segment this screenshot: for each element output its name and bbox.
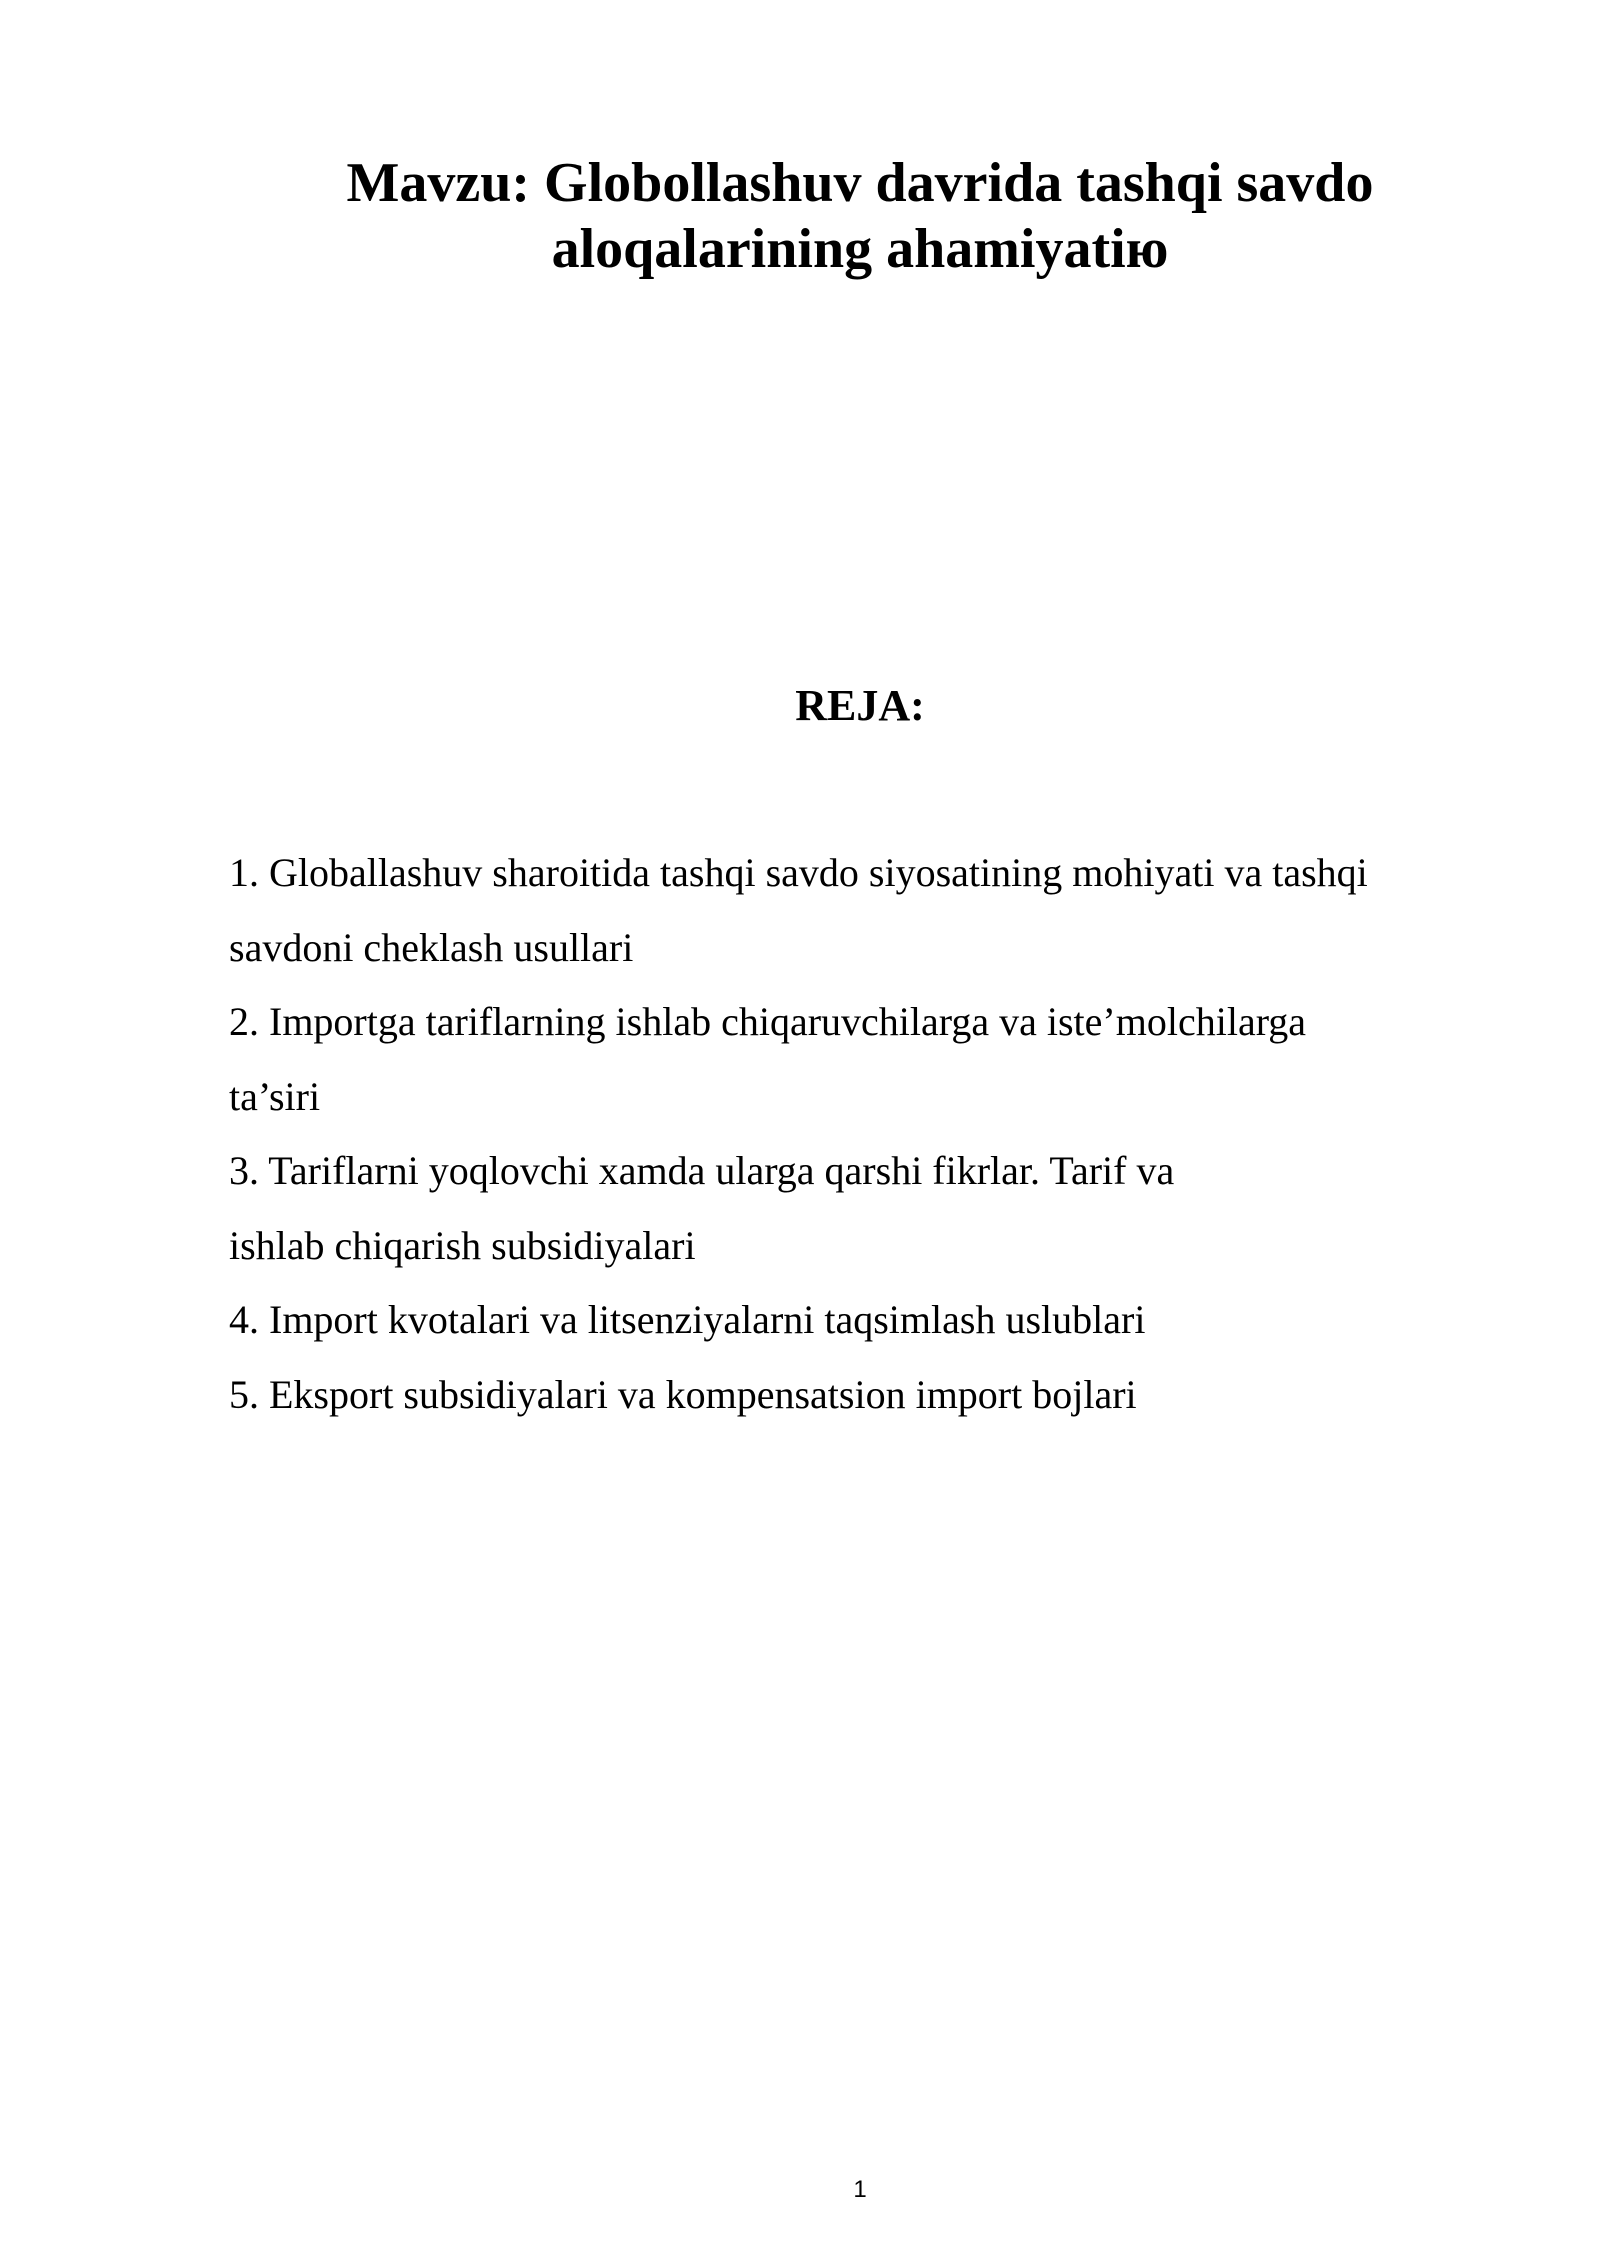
plan-item (229, 836, 1489, 985)
title-line: aloqalarining ahamiyatiю (551, 218, 1169, 280)
plan-item-line: ishlab chiqarish subsidiyalari (229, 1222, 696, 1268)
plan-item-line: 1. Globallashuv sharoitida tashqi savdo siyosatining mohiyati va tashqi (229, 850, 1368, 895)
plan-item-line: savdoni cheklash usullari (229, 924, 634, 970)
plan-item (229, 1358, 1489, 1433)
plan-list (229, 836, 1489, 1432)
document-title (260, 150, 1460, 282)
plan-item-line: 4. Import kvotalari va litsenziyalarni taqsimlash uslublari (229, 1297, 1146, 1342)
plan-item (229, 1283, 1489, 1358)
plan-item-line: 3. Tariflarni yoqlovchi xamda ularga qarshi fikrlar. Tarif va (229, 1148, 1175, 1193)
plan-item-line: 5. Eksport subsidiyalari va kompensatsion import bojlari (229, 1371, 1137, 1417)
plan-item (229, 985, 1489, 1134)
plan-item-line: ta’siri (229, 1073, 321, 1119)
plan-heading: REJA: (795, 681, 925, 730)
page-number: 1 (853, 2176, 867, 2203)
plan-item (229, 1134, 1489, 1283)
plan-item-line: 2. Importga tariflarning ishlab chiqaruvchilarga va iste’molchilarga (229, 999, 1307, 1044)
title-line: Mavzu: Globollashuv davrida tashqi savdo (346, 152, 1374, 214)
